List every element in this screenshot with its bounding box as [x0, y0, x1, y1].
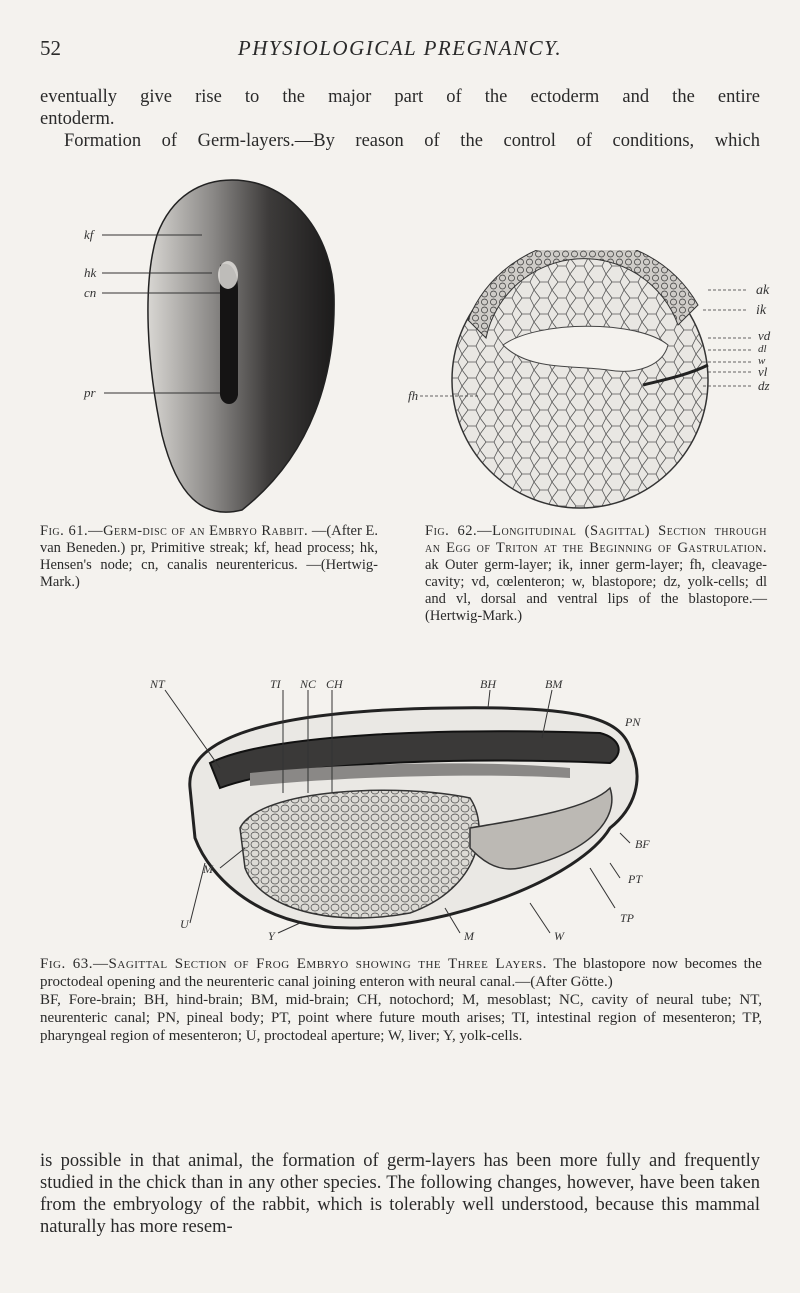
caption-body: The blastopore now becomes the proctodeal opening and the neurenteric canal joining enteron with neural canal.—(After Götte.): [40, 956, 762, 990]
label-ak: ak: [756, 283, 770, 298]
caption-title: —Sagittal Section of Frog Embryo showing the Three Layers.: [93, 956, 547, 972]
caption-fig-61: [40, 523, 378, 591]
section-heading: Formation of Germ-layers.: [64, 131, 295, 151]
hensens-node: [218, 261, 238, 289]
label-TP: TP: [620, 911, 635, 925]
label-NT: NT: [150, 678, 165, 691]
label-dl: dl: [758, 343, 767, 355]
page-number: 52: [40, 36, 61, 60]
label-M-bottom: M: [464, 929, 474, 943]
label-CH: CH: [326, 678, 343, 691]
figure-61-germ-disc: [82, 175, 352, 520]
text-line: entoderm.: [40, 109, 115, 129]
running-head-title: PHYSIOLOGICAL PREGNANCY.: [237, 36, 563, 60]
caption-legend: BF, Fore-brain; BH, hind-brain; BM, mid-brain; CH, notochord; M, mesoblast; NC, cavity of neural tube; NT, neurenteric canal; PN, pineal body; PT, point where future mouth arises; TI, intestinal region of mesenteron; TP, pharyngeal region of mesenteron; U, proctodeal aperture; W, liver; Y, yolk-cells.: [40, 992, 762, 1044]
label-cn: cn: [84, 285, 97, 300]
caption-fig-63: [40, 955, 762, 1045]
figure-63-frog-embryo: [150, 678, 750, 946]
caption-title: —Germ-disc of an Embryo Rabbit.: [88, 523, 309, 539]
label-w: w: [758, 355, 766, 367]
label-dz: dz: [758, 378, 770, 393]
caption-fig-number: Fig. 63.: [40, 956, 94, 972]
caption-body: ak Outer germ-layer; ik, inner germ-layer; fh, cleavage-cavity; vd, cœlenteron; w, blastopore; dz, yolk-cells; dl and vl, dorsal and ventral lips of the blastopore.— (Hertwig-Mark.): [425, 557, 767, 624]
label-vl: vl: [758, 364, 768, 379]
label-M-left: M: [203, 862, 213, 876]
section-line: [40, 130, 760, 152]
text-line: eventually give rise to the major part of the ectoderm and the entire: [40, 87, 760, 107]
caption-title: —Longitudinal (Sagittal) Section through an Egg of Triton at the Beginning of Gastrulation.: [425, 523, 768, 556]
paragraph-top: [40, 86, 760, 152]
caption-first: [40, 955, 762, 991]
germ-disc-shape: [148, 180, 334, 512]
running-head: [40, 36, 760, 66]
label-W: W: [554, 929, 564, 943]
label-BM: BM: [545, 678, 563, 691]
label-TI: TI: [270, 678, 281, 691]
text-fragment: —By reason of the control of conditions, which: [294, 131, 760, 151]
label-hk: hk: [84, 265, 97, 280]
label-pr: pr: [84, 385, 96, 400]
caption-fig-62: [425, 523, 767, 625]
label-ik: ik: [756, 303, 767, 318]
label-kf: kf: [84, 227, 94, 242]
label-Y: Y: [268, 929, 275, 943]
figure-62-triton-egg: [408, 250, 780, 515]
caption-fig-number: Fig. 61.: [40, 523, 89, 539]
label-PN: PN: [625, 715, 641, 729]
label-BH: BH: [480, 678, 496, 691]
label-U: U: [180, 917, 189, 931]
label-fh: fh: [408, 388, 419, 403]
label-vd: vd: [758, 328, 771, 343]
caption-fig-number: Fig. 62.: [425, 523, 478, 539]
caption-body: —(After E. van Beneden.) pr, Primitive streak; kf, head process; hk, Hensen's node; cn, canalis neurentericus. —(Hertwig-Mark.): [40, 523, 379, 590]
label-NC: NC: [300, 678, 317, 691]
label-PT: PT: [628, 872, 643, 886]
label-BF: BF: [635, 837, 650, 851]
paragraph-bottom: is possible in that animal, the formation of germ-layers has been more fully and frequently studied in the chick than in any other species. The following changes, however, have been taken from the embryology of the rabbit, which is tolerably well understood, because this mammal naturally has more resem-: [40, 1151, 760, 1237]
